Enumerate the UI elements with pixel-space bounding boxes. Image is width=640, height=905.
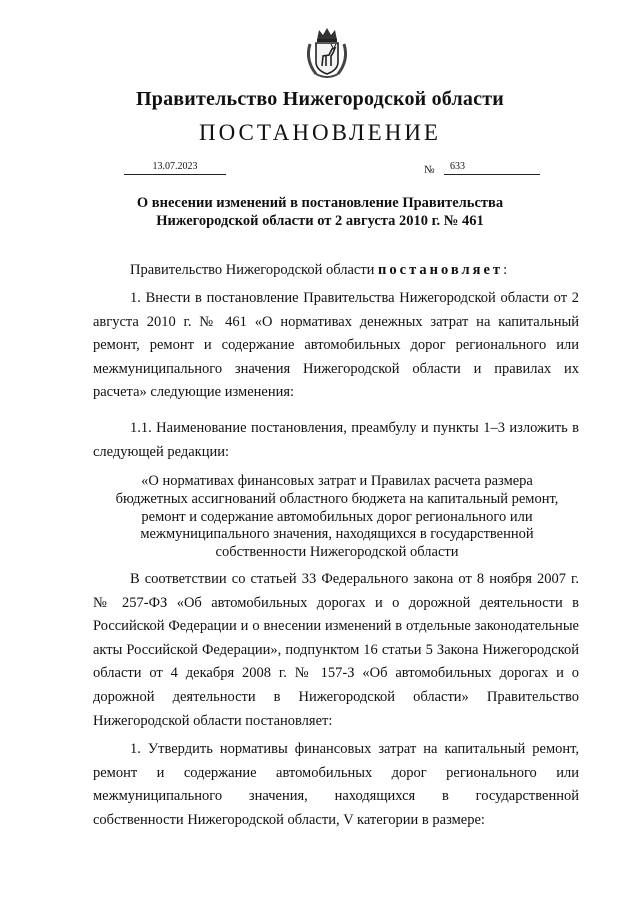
quoted-item-1: 1. Утвердить нормативы финансовых затрат на капитальный ремонт, ремонт и содержание автомобильных дорог регионального или межмуниципального значения, находящихся в государственной собственности Нижегородской области, V категории в размере: xyxy=(93,741,579,828)
quote-line: межмуниципального значения, находящихся в государственной xyxy=(140,526,534,543)
number-sign: № xyxy=(424,164,435,176)
quote-line: собственности Нижегородской области xyxy=(215,544,459,561)
preamble-text: Правительство Нижегородской области xyxy=(130,262,379,278)
quoted-preamble: В соответствии со статьей 33 Федерального закона от 8 ноября 2007 г. № 257-ФЗ «Об автомобильных дорогах и о дорожной деятельности в Российской Федерации и о внесении изменений в отдельные законодательные акты Российской Федерации», подпунктом 16 статьи 5 Закона Нижегородской области от 4 декабря 2008 г. № 157-З «Об автомобильных дорогах и о дорожной деятельности в Нижегородской области» Правительство Нижегородской области постановляет: xyxy=(93,571,579,729)
paragraph-item-1: 1. Внести в постановление Правительства Нижегородской области от 2 августа 2010 г. № 461 «О нормативах денежных затрат на капитальный ремонт, ремонт и содержание автомобильных дорог регионального или межмуниципального значения Нижегородской области и правилах их расчета» следующие изменения: xyxy=(93,290,579,401)
subject-line: О внесении изменений в постановление Правительства xyxy=(136,195,504,211)
quote-line: ремонт и содержание автомобильных дорог регионального или xyxy=(141,508,533,525)
document-number: 633 xyxy=(444,161,540,175)
coat-of-arms-icon xyxy=(302,26,352,80)
quote-line: «О нормативах финансовых затрат и Правилах расчета размера xyxy=(141,473,533,489)
quoted-title xyxy=(98,473,576,562)
document-type: ПОСТАНОВЛЕНИЕ xyxy=(199,120,441,145)
paragraph-item-1-1: 1.1. Наименование постановления, преамбулу и пункты 1–3 изложить в следующей редакции: xyxy=(93,420,579,460)
preamble xyxy=(93,259,579,283)
preamble-keyword: постановляет xyxy=(378,262,504,278)
document-subject xyxy=(130,194,510,230)
quote-line: бюджетных ассигнований областного бюджета на капитальный ремонт, xyxy=(115,490,559,507)
preamble-colon: : xyxy=(503,262,508,278)
subject-line: Нижегородской области от 2 августа 2010 г. № 461 xyxy=(156,213,484,229)
document-date: 13.07.2023 xyxy=(124,161,226,175)
government-title: Правительство Нижегородской области xyxy=(136,88,504,110)
